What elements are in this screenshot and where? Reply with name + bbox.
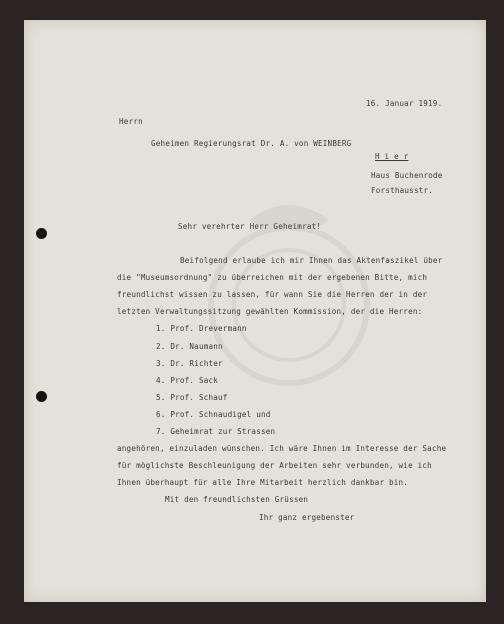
recipient-city: H i e r [375, 152, 409, 161]
body-line: letzten Verwaltungssitzung gewählten Kommission, der die Herren: [117, 307, 423, 316]
closing-line: Ihnen überhaupt für alle Ihre Mitarbeit herzlich dankbar bin. [117, 478, 409, 487]
commission-member: 6. Prof. Schnaudigel und [156, 410, 271, 419]
commission-member: 1. Prof. Drevermann [156, 324, 247, 333]
body-line: die "Museumsordnung" zu überreichen mit der ergebenen Bitte, mich [117, 273, 428, 282]
commission-member: 4. Prof. Sack [156, 376, 219, 385]
commission-member: 2. Dr. Naumann [156, 342, 223, 351]
recipient-salutation: Herrn [119, 117, 143, 126]
recipient-street: Forsthausstr. [371, 186, 434, 195]
closing-regards: Mit den freundlichsten Grüssen [165, 495, 309, 504]
body-line: freundlichst wissen zu lassen, für wann Sie die Herren der in der [117, 290, 428, 299]
closing-line: für möglichste Beschleunigung der Arbeiten sehr verbunden, wie ich [117, 461, 432, 470]
recipient-name: Geheimen Regierungsrat Dr. A. von WEINBERG [151, 139, 352, 148]
punch-hole [36, 391, 47, 402]
letter-date: 16. Januar 1919. [366, 99, 443, 108]
recipient-house: Haus Buchenrode [371, 171, 443, 180]
commission-member: 5. Prof. Schauf [156, 393, 228, 402]
punch-hole [36, 228, 47, 239]
commission-member: 3. Dr. Richter [156, 359, 223, 368]
commission-member: 7. Geheimrat zur Strassen [156, 427, 276, 436]
closing-signoff: Ihr ganz ergebenster [259, 513, 355, 522]
body-line: Beifolgend erlaube ich mir Ihnen das Aktenfaszikel über [180, 256, 443, 265]
closing-line: angehören, einzuladen wünschen. Ich wäre Ihnen im Interesse der Sache [117, 444, 447, 453]
letter-greeting: Sehr verehrter Herr Geheimrat! [178, 222, 322, 231]
